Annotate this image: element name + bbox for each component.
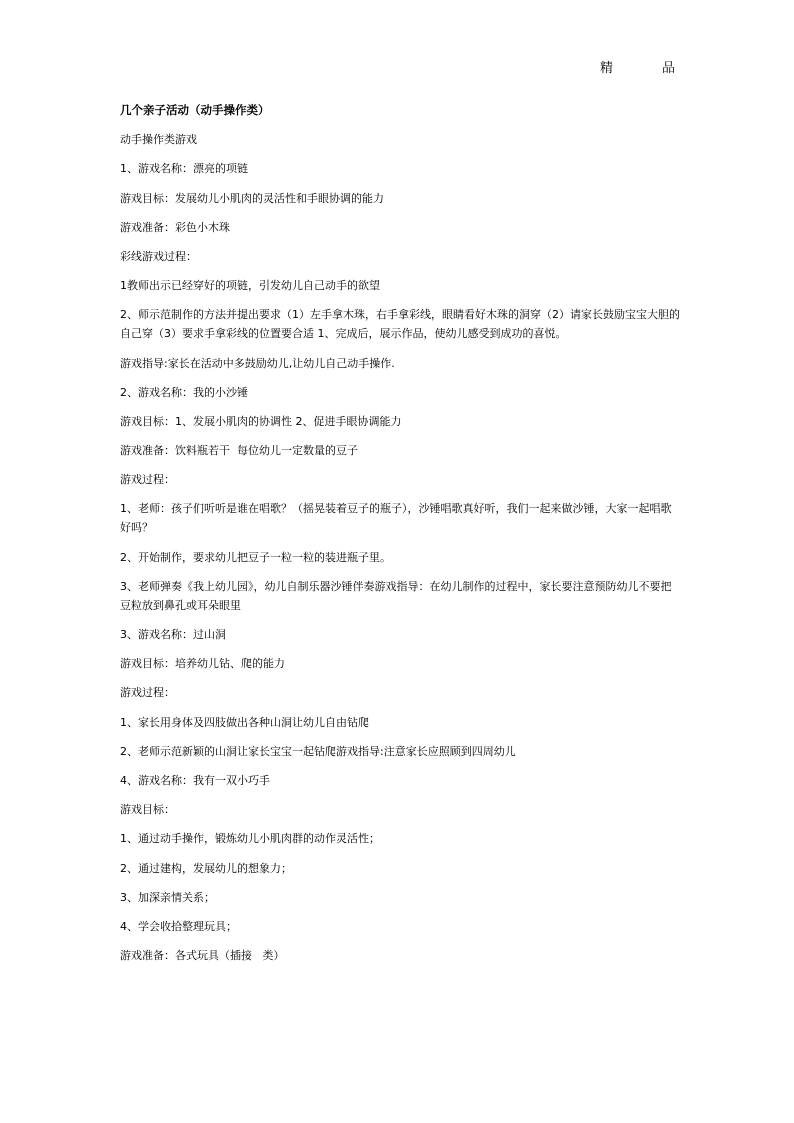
process-step: 2、老师示范新颖的山洞让家长宝宝一起钻爬游戏指导:注意家长应照顾到四周幼儿 (120, 744, 516, 758)
game-goal: 游戏目标：发展幼儿小肌肉的灵活性和手眼协调的能力 (120, 191, 384, 205)
section-heading: 动手操作类游戏 (120, 133, 197, 147)
game-goal: 游戏目标：培养幼儿钻、爬的能力 (120, 657, 285, 671)
game-process-heading: 游戏过程： (120, 473, 175, 487)
goal-item: 1、通过动手操作，锻炼幼儿小肌肉群的动作灵活性； (120, 832, 380, 846)
game-name: 2、游戏名称：我的小沙锤 (120, 385, 248, 399)
game-guidance: 游戏指导:家长在活动中多鼓励幼儿,让幼儿自己动手操作. (120, 356, 395, 370)
document-title: 几个亲子活动（动手操作类） (120, 103, 270, 117)
header-char-right: 品 (662, 61, 676, 76)
game-process-heading: 彩线游戏过程： (120, 249, 197, 263)
header-char-left: 精 (600, 61, 614, 76)
game-goal: 游戏目标：1、发展小肌肉的协调性 2、促进手眼协调能力 (120, 414, 402, 428)
process-step: 3、老师弹奏《我上幼儿园》，幼儿自制乐器沙锤伴奏游戏指导：在幼儿制作的过程中，家长要注意预防幼儿不要把豆粒放到鼻孔或耳朵眼里 (120, 579, 672, 612)
process-step: 1、老师：孩子们听听是谁在唱歌？（摇晃装着豆子的瓶子），沙锤唱歌真好听，我们一起来做沙锤，大家一起唱歌好吗？ (120, 502, 672, 535)
document-body (120, 101, 680, 975)
game-process-heading: 游戏过程： (120, 686, 175, 700)
process-step: 2、开始制作，要求幼儿把豆子一粒一粒的装进瓶子里。 (120, 550, 391, 564)
game-prep: 游戏准备：饮料瓶若干 每位幼儿一定数量的豆子 (120, 444, 358, 458)
goal-item: 2、通过建构，发展幼儿的想象力； (120, 861, 292, 875)
process-step: 2、师示范制作的方法并提出要求（1）左手拿木珠，右手拿彩线，眼睛看好木珠的洞穿（2）请家长鼓励宝宝大胆的自己穿（3）要求手拿彩线的位置要合适 1、完成后，展示作品，使幼儿感受到成功的喜悦。 (120, 308, 680, 341)
goal-item: 3、加深亲情关系； (120, 890, 215, 904)
game-name: 4、游戏名称：我有一双小巧手 (120, 773, 270, 787)
game-prep: 游戏准备：各式玩具（插接 类） (120, 949, 285, 963)
game-name: 3、游戏名称：过山洞 (120, 628, 226, 641)
page-header (600, 59, 680, 79)
goal-item: 4、学会收拾整理玩具； (120, 919, 237, 933)
process-step: 1、家长用身体及四肢做出各种山洞让幼儿自由钻爬 (120, 715, 369, 729)
process-step: 1教师出示已经穿好的项链，引发幼儿自己动手的欲望 (120, 279, 380, 293)
game-prep: 游戏准备：彩色小木珠 (120, 220, 230, 234)
game-goal-heading: 游戏目标： (120, 803, 175, 817)
game-name: 1、游戏名称：漂亮的项链 (120, 162, 248, 176)
